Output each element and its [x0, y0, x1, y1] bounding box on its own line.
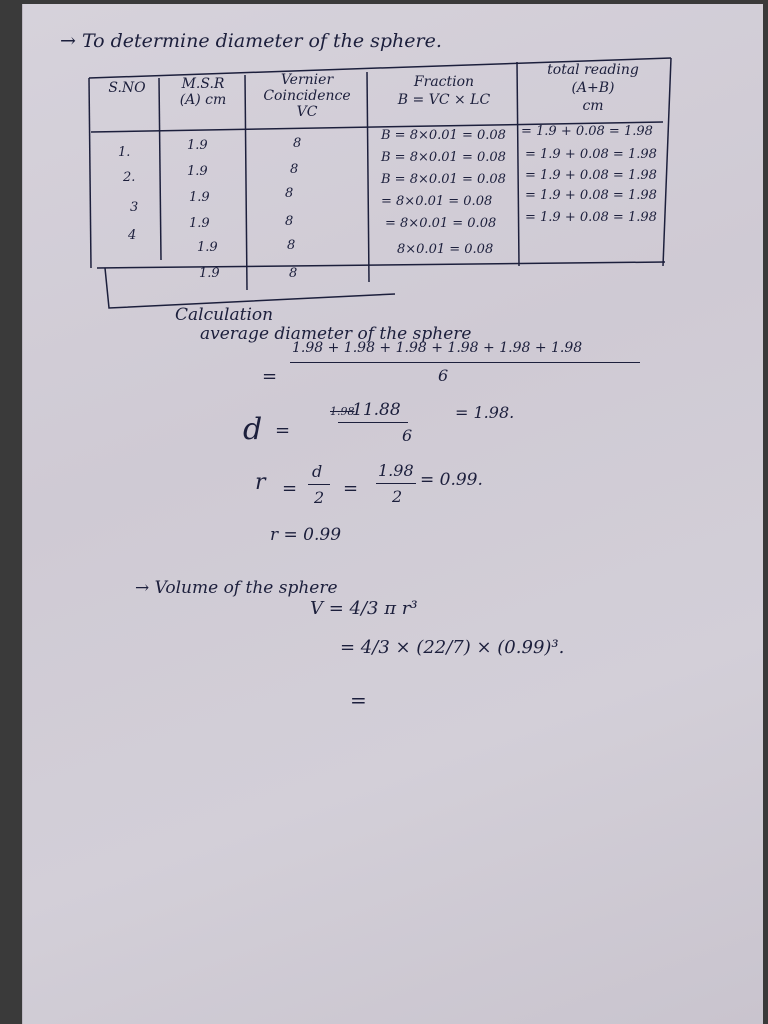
table-cell-fraction: 8×0.01 = 0.08: [397, 242, 494, 257]
table-cell-vc: 8: [287, 238, 296, 253]
radius-numerator: d: [312, 462, 323, 481]
header-total-line1: total reading: [547, 62, 639, 78]
table-cell-sno: 2.: [123, 170, 136, 185]
fraction-bar: [376, 483, 416, 484]
table-cell-msr: 1.9: [199, 266, 220, 281]
header-fraction-line1: Fraction: [413, 74, 475, 90]
radius-denominator-2: 2: [392, 487, 403, 506]
table-cell-sno: 4: [128, 228, 137, 243]
table-cell-vc: 8: [289, 266, 298, 281]
table-cell-total: = 1.9 + 0.08 = 1.98: [525, 210, 657, 225]
table-cell-sno: 3: [130, 200, 139, 215]
radius-symbol: r: [255, 470, 266, 495]
table-cell-msr: 1.9: [187, 138, 208, 153]
radius-denominator: 2: [314, 488, 325, 507]
header-msr-line1: M.S.R: [181, 76, 225, 92]
radius-final: r = 0.99: [270, 525, 342, 545]
header-vc-line1: Vernier: [280, 72, 334, 88]
calculation-title: Calculation: [175, 305, 274, 325]
volume-final-eq: =: [350, 688, 367, 712]
diameter-denominator: 6: [402, 426, 413, 445]
table-cell-fraction: = 8×0.01 = 0.08: [381, 194, 493, 209]
diameter-numerator: 11.88: [352, 400, 401, 420]
fraction-bar: [290, 362, 640, 363]
fraction-bar: [338, 422, 408, 423]
table-cell-sno: 1.: [118, 145, 131, 160]
header-total-line2: (A+B): [571, 80, 615, 96]
radius-eq-sign-2: =: [343, 478, 359, 499]
header-fraction-line2: B = VC × LC: [397, 92, 491, 108]
page-heading: → To determine diameter of the sphere.: [60, 30, 442, 52]
table-cell-fraction: B = 8×0.01 = 0.08: [381, 172, 506, 187]
radius-result: = 0.99.: [420, 470, 483, 490]
average-denominator: 6: [438, 366, 449, 385]
diameter-result: = 1.98.: [455, 403, 515, 422]
header-vc-line2: Coincidence: [263, 88, 351, 104]
radius-eq-sign: =: [282, 478, 298, 499]
table-cell-vc: 8: [293, 136, 302, 151]
average-eq-sign: =: [262, 366, 278, 387]
table-cell-msr: 1.9: [189, 190, 210, 205]
table-cell-fraction: = 8×0.01 = 0.08: [385, 216, 497, 231]
header-sno: S.NO: [108, 80, 146, 96]
volume-title: → Volume of the sphere: [135, 578, 338, 598]
table-cell-total: = 1.9 + 0.08 = 1.98: [521, 124, 653, 139]
diameter-symbol: d: [243, 412, 263, 447]
average-numerator: 1.98 + 1.98 + 1.98 + 1.98 + 1.98 + 1.98: [292, 340, 583, 356]
average-diameter-label: average diameter of the sphere: [200, 324, 472, 344]
table-cell-total: = 1.9 + 0.08 = 1.98: [525, 147, 657, 162]
table-cell-fraction: B = 8×0.01 = 0.08: [381, 150, 506, 165]
header-total-line3: cm: [582, 98, 604, 114]
table-cell-msr: 1.9: [187, 164, 208, 179]
header-msr-line2: (A) cm: [179, 92, 227, 108]
readings-table: [85, 50, 685, 312]
table-cell-total: = 1.9 + 0.08 = 1.98: [525, 188, 657, 203]
table-cell-vc: 8: [285, 186, 294, 201]
fraction-bar: [308, 484, 330, 485]
diameter-struck-value: 1.98: [330, 405, 355, 418]
table-cell-msr: 1.9: [189, 216, 210, 231]
radius-numerator-2: 1.98: [378, 461, 414, 480]
table-cell-vc: 8: [285, 214, 294, 229]
volume-substitution: = 4/3 × (22/7) × (0.99)³.: [340, 637, 565, 658]
table-cell-total: = 1.9 + 0.08 = 1.98: [525, 168, 657, 183]
header-vc-line3: VC: [296, 104, 318, 120]
table-cell-fraction: B = 8×0.01 = 0.08: [381, 128, 506, 143]
volume-formula: V = 4/3 π r³: [310, 598, 418, 619]
table-cell-msr: 1.9: [197, 240, 218, 255]
diameter-eq-sign: =: [275, 420, 291, 441]
table-cell-vc: 8: [290, 162, 299, 177]
